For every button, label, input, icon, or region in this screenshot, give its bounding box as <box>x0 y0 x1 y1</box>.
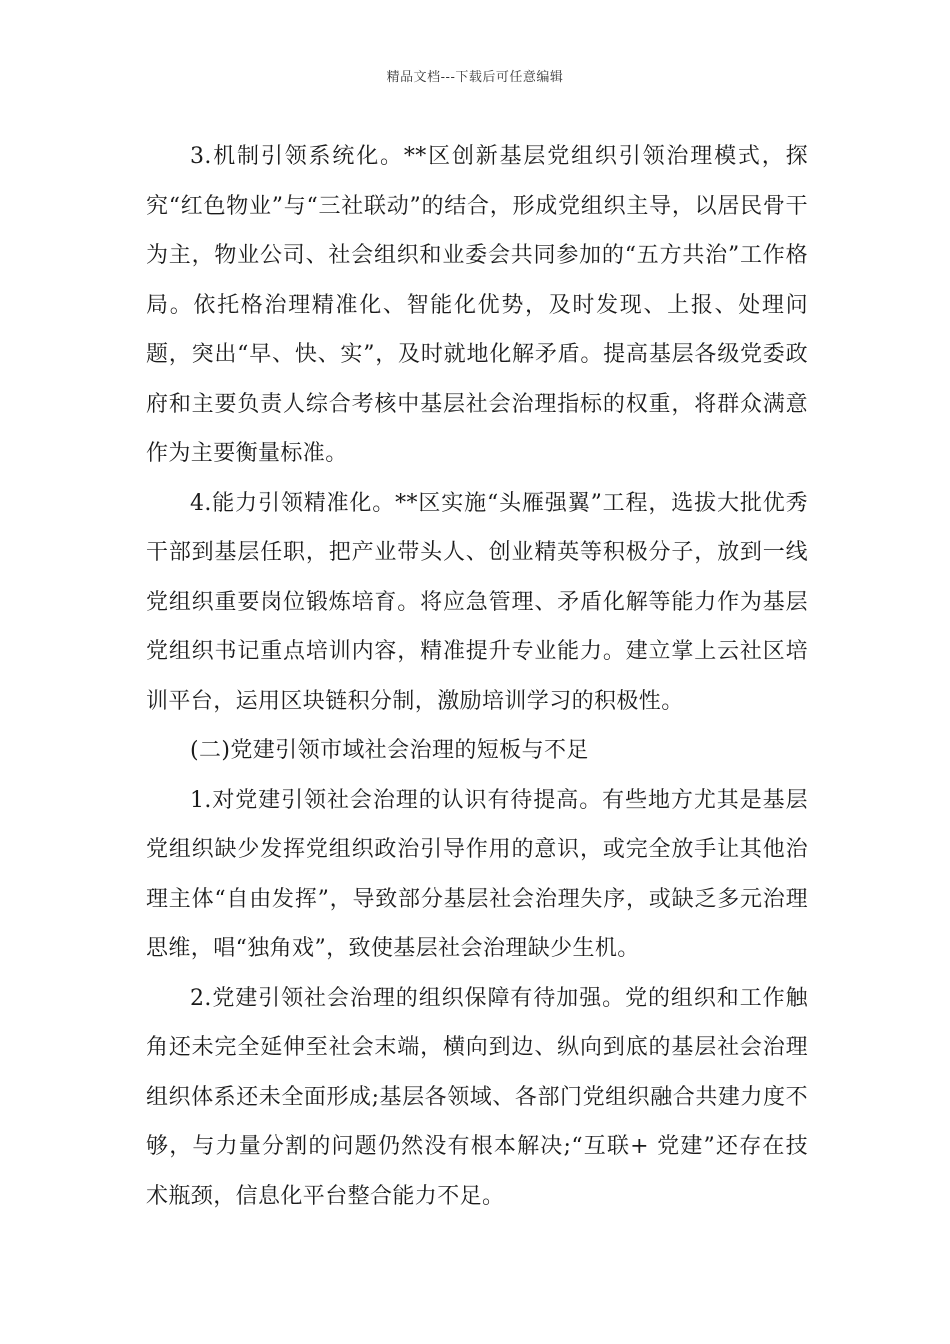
paragraph-capability: 4.能力引领精准化。**区实施“头雁强翼”工程，选拔大批优秀干部到基层任职，把产业带头人、创业精英等积极分子，放到一线党组织重要岗位锻炼培育。将应急管理、矛盾化解等能力作为基层党组织书记重点培训内容，精准提升专业能力。建立掌上云社区培训平台，运用区块链积分制，激励培训学习的积极性。 <box>146 490 808 714</box>
paragraph-awareness: 1.对党建引领社会治理的认识有待提高。有些地方尤其是基层党组织缺少发挥党组织政治引导作用的意识，或完全放手让其他治理主体“自由发挥”，导致部分基层社会治理失序，或缺乏多元治理思维，唱“独角戏”，致使基层社会治理缺少生机。 <box>146 787 808 961</box>
paragraph-mechanism: 3.机制引领系统化。**区创新基层党组织引领治理模式，探究“红色物业”与“三社联动”的结合，形成党组织主导，以居民骨干为主，物业公司、社会组织和业委会共同参加的“五方共治”工作格局。依托格治理精准化、智能化优势，及时发现、上报、处理问题，突出“早、快、实”，及时就地化解矛盾。提高基层各级党委政府和主要负责人综合考核中基层社会治理指标的权重，将群众满意作为主要衡量标准。 <box>146 144 808 466</box>
section-heading: (二)党建引领市域社会治理的短板与不足 <box>190 738 589 763</box>
document-body <box>146 132 808 1221</box>
paragraph-organization: 2.党建引领社会治理的组织保障有待加强。党的组织和工作触角还未完全延伸至社会末端，横向到边、纵向到底的基层社会治理组织体系还未全面形成;基层各领域、各部门党组织融合共建力度不够，与力量分割的问题仍然没有根本解决;“互联+ 党建”还存在技术瓶颈，信息化平台整合能力不足。 <box>146 985 808 1209</box>
page-header: 精品文档---下载后可任意编辑 <box>386 70 564 85</box>
